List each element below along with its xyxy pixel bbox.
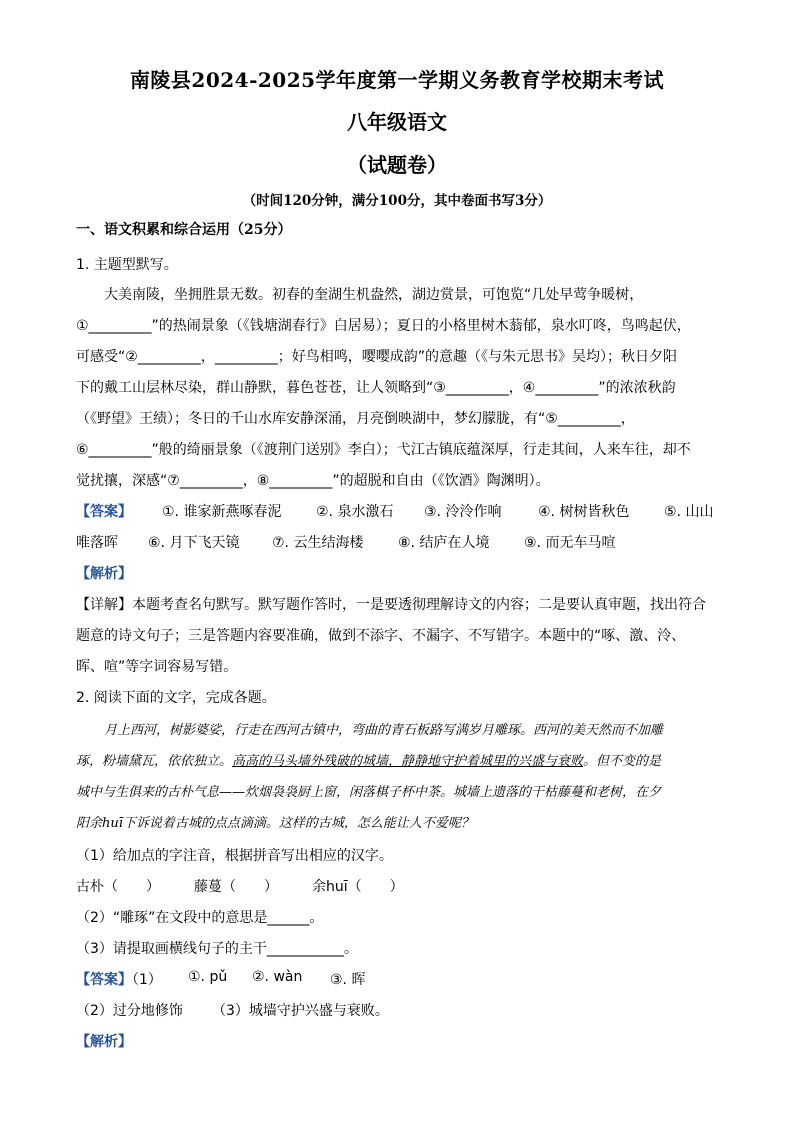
q1-answer-item: ⑤. 山山	[664, 504, 714, 520]
q1-text-line: 大美南陵，坐拥胜景无数。初春的奎湖生机盎然，湖边赏景，可饱览“几处早莺争暖树，	[104, 287, 644, 303]
q1-text-line: 觉扰攘，深感“⑦_________，⑧_________”的超脱和自由（《饮酒》陶渊明）。	[76, 473, 550, 489]
q1-answer-item: ①. 谁家新燕啄春泥	[162, 504, 282, 520]
passage-text: 。但不变的是	[583, 754, 662, 769]
q1-answer-item: ⑨. 而无车马喧	[524, 535, 616, 551]
underlined-sentence: 高高的马头墙外残破的城墙，静静地守护着城里的兴盛与衰败	[232, 754, 584, 769]
q2-answer-item: （3）城墙守护兴盛与衰败。	[212, 1003, 389, 1019]
q2-label: 2. 阅读下面的文字，完成各题。	[76, 690, 276, 706]
passage-text: 月上西河，树影婆娑，行走在西河古镇中，弯曲的青石板路写满岁月雕琢。西河的美天然而不加雕	[104, 723, 664, 738]
q2-answer-prefix: （1）	[132, 972, 162, 988]
q2-passage-line	[104, 719, 663, 738]
section-heading: 一、语文积累和综合运用（25分）	[76, 222, 292, 238]
passage-text: 阳余huī下诉说着古城的点点滴滴。这样的古城，怎么能让人不爱呢？	[76, 816, 474, 831]
q2-analysis-label: 【解析】	[76, 1034, 132, 1050]
q2-answer-row	[76, 969, 162, 989]
q2-answer-item: ③. 晖	[330, 972, 366, 988]
q2-answer-label: 【答案】	[76, 972, 132, 988]
exam-info-subtitle: （时间120分钟，满分100分，其中卷面书写3分）	[242, 193, 552, 209]
q1-text-line: 可感受“②_________，_________；好鸟相鸣，嘤嘤成韵”的意趣（《与朱元思书》吴均）；秋日夕阳	[76, 349, 678, 365]
q2-passage-line	[76, 781, 661, 800]
q1-analysis-label: 【解析】	[76, 566, 132, 582]
passage-text: 琢，粉墙黛瓦，依依独立。	[76, 754, 233, 769]
q2-sub2: （2）“雕琢”在文段中的意思是______。	[76, 910, 324, 926]
q1-text-line: ⑥_________”般的绮丽景象（《渡荆门送别》李白）；弋江古镇底蕴深厚，行走其间，人来车往，却不	[76, 442, 691, 458]
q1-text-line: 下的戴工山层林尽染，群山静默，暮色苍苍，让人领略到“③_________，④_________”的浓浓秋韵	[76, 380, 676, 396]
grade-subject-title: 八年级语文	[347, 110, 447, 134]
q1-detail-line: 晖、喧”等字词容易写错。	[76, 659, 238, 675]
q1-answer-item: ⑦. 云生结海楼	[272, 535, 364, 551]
q2-sub1: （1）给加点的字注音，根据拼音写出相应的汉字。	[76, 848, 393, 864]
q1-answer-item: ⑥. 月下飞天镜	[148, 535, 240, 551]
q1-detail-line: 题意的诗文句子；三是答题内容要准确，做到不添字、不漏字、不写错字。本题中的“啄、激、泠、	[76, 628, 686, 644]
q1-answer-item: ③. 泠泠作响	[424, 504, 502, 520]
q1-answer-label: 【答案】	[76, 504, 132, 520]
exam-title: 南陵县2024-2025学年度第一学期义务教育学校期末考试	[129, 68, 665, 92]
q2-answer-item: ①. pǔ	[188, 969, 228, 985]
passage-text: 城中与生俱来的古朴气息——炊烟袅袅厨上窗，闲落棋子杯中茶。城墙上遗落的干枯藤蔓和老树，在夕	[76, 785, 662, 800]
q1-answer-item: ②. 泉水激石	[316, 504, 394, 520]
q1-answer-item: ④. 树树皆秋色	[538, 504, 630, 520]
q2-answer-item: ②. wàn	[252, 969, 303, 985]
q2-passage-line	[76, 812, 474, 831]
q2-sub3: （3）请提取画横线句子的主干___________。	[76, 941, 358, 957]
q1-detail-line: 【详解】本题考查名句默写。默写题作答时，一是要透彻理解诗文的内容；二是要认真审题，找出符合	[76, 597, 706, 613]
q1-text-line: （《野望》王绩）；冬日的千山水库安静深涌，月亮倒映湖中，梦幻朦胧，有“⑤_________，	[76, 411, 635, 427]
q2-fill-item: 余huī（ ）	[312, 879, 404, 895]
paper-type-title: （试题卷）	[347, 153, 447, 177]
q2-fill-item: 古朴（ ）	[76, 879, 160, 895]
q2-fill-item: 藤蔓（ ）	[194, 879, 278, 895]
q1-answer-item: 唯落晖	[76, 535, 118, 551]
q1-answer-item: ⑧. 结庐在人境	[398, 535, 490, 551]
q2-passage-line	[76, 750, 661, 769]
q1-text-line: ①_________”的热闹景象（《钱塘湖春行》白居易）；夏日的小格里树木蓊郁，泉水叮咚，鸟鸣起伏，	[76, 318, 691, 334]
q1-label: 1. 主题型默写。	[76, 257, 178, 273]
q2-answer-item: （2）过分地修饰	[76, 1003, 183, 1019]
